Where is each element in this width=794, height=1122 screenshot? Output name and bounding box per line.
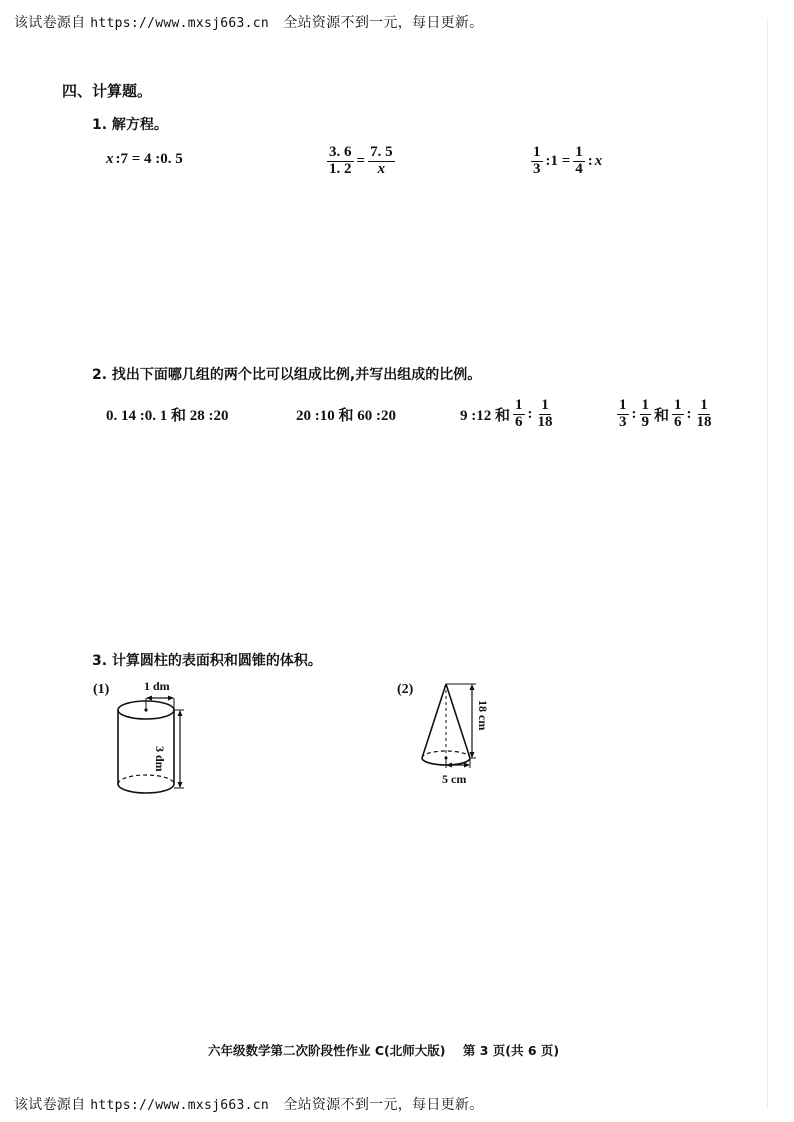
equation-3-middle: :1 =	[545, 152, 571, 169]
ratio-colon: :	[631, 405, 637, 422]
fraction-numerator: 1	[515, 397, 523, 413]
watermark-suffix: 全站资源不到一元，每日更新。	[283, 15, 484, 31]
page-footer: 六年级数学第二次阶段性作业 C(北师大版) 第 3 页(共 6 页)	[208, 1043, 560, 1058]
watermark-suffix: 全站资源不到一元，每日更新。	[283, 1097, 484, 1113]
cylinder-diagram	[108, 676, 218, 806]
equation-3	[530, 145, 602, 178]
fraction	[617, 398, 629, 431]
fraction-numerator: 1	[533, 144, 541, 160]
fraction-denominator: 3	[619, 413, 627, 430]
equation-2	[326, 145, 396, 178]
ratio-group-2: 20 :10 和 60 :20	[296, 408, 396, 424]
fraction-numerator: 1	[619, 397, 627, 413]
and-word: 和	[654, 407, 670, 424]
section-title: 四、计算题。	[62, 82, 153, 100]
fraction-numerator: 1	[700, 397, 708, 413]
fraction-denominator: x	[377, 160, 386, 177]
question-2-label: 2. 找出下面哪几组的两个比可以组成比例,并写出组成的比例。	[92, 367, 482, 383]
ratio-colon: :	[527, 405, 533, 422]
equation-3-fraction-right	[573, 145, 585, 178]
fraction-numerator: 1	[641, 397, 649, 413]
ratio-colon: :	[587, 152, 593, 169]
fraction	[536, 398, 555, 431]
question-1-label: 1. 解方程。	[92, 117, 168, 133]
cone-radius-label: 5 cm	[442, 772, 467, 786]
cylinder-height-label: 3 dm	[153, 746, 167, 772]
fraction-numerator: 1	[575, 144, 583, 160]
figure-2-label: (2)	[397, 682, 414, 697]
fraction	[672, 398, 684, 431]
ratio-group-3-lead: 9 :12 和	[460, 407, 510, 424]
watermark-url[interactable]: https://www.mxsj663.cn	[90, 16, 270, 31]
equation-2-fraction-right	[368, 145, 395, 178]
top-watermark	[14, 12, 484, 32]
equation-1-rest: :7 = 4 :0. 5	[115, 151, 183, 167]
fraction-numerator: 3. 6	[329, 144, 352, 160]
fraction-numerator: 1	[541, 397, 549, 413]
fraction-numerator: 7. 5	[370, 144, 393, 160]
cylinder-radius-label: 1 dm	[144, 679, 170, 693]
equation-1-variable: x	[106, 151, 114, 167]
equation-1	[106, 151, 183, 168]
fraction	[513, 398, 525, 431]
watermark-url[interactable]: https://www.mxsj663.cn	[90, 1098, 270, 1113]
ratio-group-4	[616, 398, 715, 431]
equals-sign: =	[356, 152, 366, 169]
fraction-numerator: 1	[674, 397, 682, 413]
ratio-colon: :	[686, 405, 692, 422]
watermark-prefix: 该试卷源自	[14, 15, 86, 31]
watermark-prefix: 该试卷源自	[14, 1097, 86, 1113]
fraction-denominator: 1. 2	[329, 160, 352, 177]
equation-2-fraction-left	[327, 145, 354, 178]
fraction	[695, 398, 714, 431]
equation-3-variable: x	[594, 152, 603, 169]
ratio-group-3	[460, 398, 556, 431]
fraction-denominator: 4	[575, 160, 583, 177]
fraction-denominator: 18	[696, 413, 712, 430]
fraction-denominator: 6	[515, 413, 523, 430]
scan-edge-line	[767, 18, 768, 1108]
fraction	[640, 398, 652, 431]
question-3-label: 3. 计算圆柱的表面积和圆锥的体积。	[92, 653, 322, 669]
cone-height-label: 18 cm	[476, 700, 490, 731]
fraction-denominator: 6	[674, 413, 682, 430]
figure-1-label: (1)	[93, 682, 110, 697]
bottom-watermark	[14, 1094, 484, 1114]
ratio-group-1: 0. 14 :0. 1 和 28 :20	[106, 408, 229, 424]
fraction-denominator: 9	[641, 413, 649, 430]
fraction-denominator: 18	[537, 413, 553, 430]
equation-3-fraction-left	[531, 145, 543, 178]
fraction-denominator: 3	[533, 160, 541, 177]
